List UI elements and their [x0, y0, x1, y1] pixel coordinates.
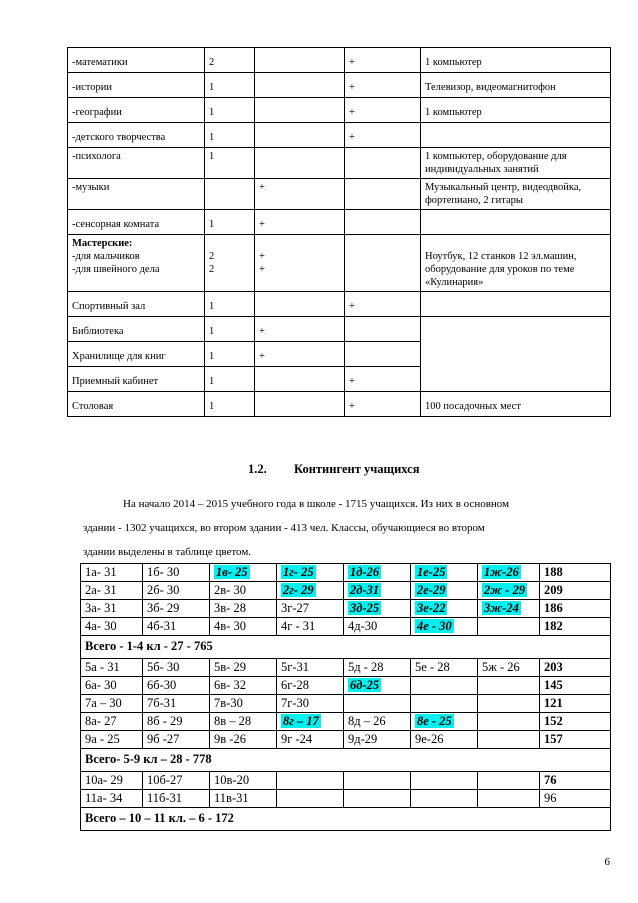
- table-row: [68, 123, 611, 148]
- table-row: [81, 564, 611, 582]
- room-c4: +: [345, 292, 421, 317]
- class-cell: [344, 695, 411, 713]
- highlighted-class: 2е-29: [417, 583, 446, 597]
- workshop-sewing-count: 2: [209, 264, 215, 275]
- highlighted-class: 4е - 30: [417, 619, 452, 633]
- class-cell: [411, 695, 478, 713]
- room-c1: -детского творчества: [68, 123, 205, 148]
- class-cell: [478, 731, 540, 749]
- room-c5: [421, 292, 611, 317]
- room-c1: Хранилище для книг: [68, 342, 205, 367]
- page-number: 6: [604, 856, 610, 868]
- class-cell: [411, 564, 478, 582]
- class-cell: 6б-30: [143, 677, 210, 695]
- table-row: [81, 808, 611, 831]
- summary-row: Всего – 10 – 11 кл. – 6 - 172: [81, 808, 611, 831]
- class-cell: 7г-30: [277, 695, 344, 713]
- table-row: [81, 790, 611, 808]
- class-cell: 6в- 32: [210, 677, 277, 695]
- room-c3: [255, 392, 345, 417]
- room-c4: [345, 148, 421, 179]
- class-cell: [411, 772, 478, 790]
- class-cell: 4г - 31: [277, 618, 344, 636]
- highlighted-class: 1г- 25: [283, 565, 314, 579]
- room-c1: -сенсорная комната: [68, 210, 205, 235]
- class-cell: [478, 772, 540, 790]
- class-total: 186: [540, 600, 611, 618]
- table-row: [81, 772, 611, 790]
- class-cell: 5ж - 26: [478, 659, 540, 677]
- workshop-boys: -для мальчиков: [72, 251, 140, 262]
- summary-row: Всего- 5-9 кл – 28 - 778: [81, 749, 611, 772]
- class-cell: 2в- 30: [210, 582, 277, 600]
- highlighted-class: 3д-25: [350, 601, 380, 615]
- class-cell: 8а- 27: [81, 713, 143, 731]
- class-cell: [210, 564, 277, 582]
- class-cell: 5в- 29: [210, 659, 277, 677]
- class-cell: 9в -26: [210, 731, 277, 749]
- class-cell: 1а- 31: [81, 564, 143, 582]
- table-row: [68, 73, 611, 98]
- class-cell: [478, 618, 540, 636]
- class-cell: [411, 600, 478, 618]
- workshop-marks: [255, 235, 345, 292]
- table-row: [68, 179, 611, 210]
- room-c1: -психолога: [68, 148, 205, 179]
- class-cell: 5а - 31: [81, 659, 143, 677]
- room-c4: +: [345, 73, 421, 98]
- workshop-sewing-mark: +: [259, 264, 265, 275]
- room-c4: +: [345, 48, 421, 73]
- table-row: [81, 659, 611, 677]
- class-cell: [411, 618, 478, 636]
- room-c2: 1: [205, 210, 255, 235]
- class-cell: 1б- 30: [143, 564, 210, 582]
- class-cell: [478, 713, 540, 731]
- class-cell: 8б - 29: [143, 713, 210, 731]
- table-row: [81, 695, 611, 713]
- room-c3: [255, 98, 345, 123]
- class-cell: 7а – 30: [81, 695, 143, 713]
- room-c2: 1: [205, 342, 255, 367]
- class-cell: 3г-27: [277, 600, 344, 618]
- highlighted-class: 8г – 17: [283, 714, 319, 728]
- intro-line: здании - 1302 учащихся, во втором здании - 413 чел. Классы, обучающиеся во втором: [83, 522, 485, 534]
- class-total: 76: [540, 772, 611, 790]
- highlighted-class: 2д-31: [350, 583, 380, 597]
- table-row: [81, 749, 611, 772]
- room-c2: 1: [205, 367, 255, 392]
- table-row: [68, 292, 611, 317]
- table-row: [68, 48, 611, 73]
- room-c2: 1: [205, 317, 255, 342]
- class-cell: 10б-27: [143, 772, 210, 790]
- room-c3: +: [255, 210, 345, 235]
- room-c3: [255, 367, 345, 392]
- room-c4: +: [345, 392, 421, 417]
- table-row: [81, 713, 611, 731]
- class-cell: 3а- 31: [81, 600, 143, 618]
- class-cell: 4б-31: [143, 618, 210, 636]
- highlighted-class: 6д-25: [350, 678, 380, 692]
- room-c1: Спортивный зал: [68, 292, 205, 317]
- table-row: [68, 235, 611, 292]
- summary-row: Всего - 1-4 кл - 27 - 765: [81, 636, 611, 659]
- room-c4: [345, 235, 421, 292]
- workshops-title: Мастерские:: [72, 238, 133, 249]
- room-c5: [421, 210, 611, 235]
- highlighted-class: 1д-26: [350, 565, 380, 579]
- class-cell: [277, 713, 344, 731]
- room-c2: 2: [205, 48, 255, 73]
- class-cell: [478, 695, 540, 713]
- class-cell: 11а- 34: [81, 790, 143, 808]
- class-cell: 7в-30: [210, 695, 277, 713]
- highlighted-class: 1е-25: [417, 565, 446, 579]
- room-c3: [255, 292, 345, 317]
- class-cell: 5е - 28: [411, 659, 478, 677]
- room-c4: +: [345, 123, 421, 148]
- highlighted-class: 8е - 25: [417, 714, 452, 728]
- room-c3: [255, 148, 345, 179]
- highlighted-class: 3ж-24: [484, 601, 519, 615]
- class-total: 209: [540, 582, 611, 600]
- class-cell: 9д-29: [344, 731, 411, 749]
- workshop-counts: [205, 235, 255, 292]
- room-c5: 1 компьютер, оборудование для индивидуальных занятий: [421, 148, 611, 179]
- table-row: [81, 731, 611, 749]
- room-c5: Телевизор, видеомагнитофон: [421, 73, 611, 98]
- class-cell: 4а- 30: [81, 618, 143, 636]
- classes-table: [80, 563, 611, 831]
- table-row: [81, 677, 611, 695]
- class-cell: 3в- 28: [210, 600, 277, 618]
- class-cell: 8в – 28: [210, 713, 277, 731]
- class-cell: 11б-31: [143, 790, 210, 808]
- class-cell: [478, 564, 540, 582]
- room-c2: 1: [205, 148, 255, 179]
- highlighted-class: 2ж - 29: [484, 583, 526, 597]
- highlighted-class: 1ж-26: [484, 565, 519, 579]
- class-cell: 10в-20: [210, 772, 277, 790]
- intro-line: На начало 2014 – 2015 учебного года в школе - 1715 учащихся. Из них в основном: [123, 498, 510, 510]
- room-c4: [345, 342, 421, 367]
- room-c5: [421, 123, 611, 148]
- class-total: 121: [540, 695, 611, 713]
- class-cell: 8д – 26: [344, 713, 411, 731]
- class-cell: [478, 582, 540, 600]
- workshop-sewing: -для швейного дела: [72, 264, 160, 275]
- class-total: 203: [540, 659, 611, 677]
- class-total: 152: [540, 713, 611, 731]
- class-cell: [411, 713, 478, 731]
- class-total: 96: [540, 790, 611, 808]
- room-c2: [205, 179, 255, 210]
- intro-line: здании выделены в таблице цветом.: [83, 546, 252, 558]
- workshop-boys-mark: +: [259, 251, 265, 262]
- class-cell: [277, 564, 344, 582]
- class-total: 145: [540, 677, 611, 695]
- room-c1: Библиотека: [68, 317, 205, 342]
- table-row: [81, 582, 611, 600]
- table-row: [68, 317, 611, 342]
- class-cell: [411, 790, 478, 808]
- class-cell: 6г-28: [277, 677, 344, 695]
- table-row: [68, 392, 611, 417]
- rooms-table: [67, 47, 611, 417]
- class-cell: [344, 600, 411, 618]
- section-heading: [248, 462, 419, 477]
- table-row: [81, 600, 611, 618]
- class-cell: 9г -24: [277, 731, 344, 749]
- class-cell: 9б -27: [143, 731, 210, 749]
- class-cell: [277, 790, 344, 808]
- room-c2: 1: [205, 73, 255, 98]
- class-total: 182: [540, 618, 611, 636]
- class-cell: [478, 790, 540, 808]
- class-cell: [277, 582, 344, 600]
- room-c1: -истории: [68, 73, 205, 98]
- class-cell: 3б- 29: [143, 600, 210, 618]
- class-total: 157: [540, 731, 611, 749]
- class-cell: 4в- 30: [210, 618, 277, 636]
- class-cell: [344, 677, 411, 695]
- class-cell: 6а- 30: [81, 677, 143, 695]
- class-cell: [411, 677, 478, 695]
- class-cell: [344, 790, 411, 808]
- class-cell: 2б- 30: [143, 582, 210, 600]
- room-c2: 1: [205, 98, 255, 123]
- table-row: [81, 636, 611, 659]
- class-cell: 9е-26: [411, 731, 478, 749]
- room-c4: [345, 179, 421, 210]
- room-c1: -музыки: [68, 179, 205, 210]
- class-cell: 5д - 28: [344, 659, 411, 677]
- class-cell: [277, 772, 344, 790]
- class-total: 188: [540, 564, 611, 582]
- room-c1: -географии: [68, 98, 205, 123]
- class-cell: [478, 600, 540, 618]
- section-title: Контингент учащихся: [294, 462, 420, 476]
- room-c5: 1 компьютер: [421, 98, 611, 123]
- class-cell: [344, 582, 411, 600]
- room-c3: [255, 73, 345, 98]
- table-row: [68, 210, 611, 235]
- room-c1: Столовая: [68, 392, 205, 417]
- room-c5-merged: [421, 317, 611, 392]
- class-cell: [411, 582, 478, 600]
- class-cell: 11в-31: [210, 790, 277, 808]
- room-c2: 1: [205, 123, 255, 148]
- highlighted-class: 1в- 25: [216, 565, 248, 579]
- table-row: [68, 98, 611, 123]
- class-cell: [344, 772, 411, 790]
- class-cell: 9а - 25: [81, 731, 143, 749]
- class-cell: 5б- 30: [143, 659, 210, 677]
- room-c1: -математики: [68, 48, 205, 73]
- table-row: [81, 618, 611, 636]
- room-c2: 1: [205, 392, 255, 417]
- highlighted-class: 2г- 29: [283, 583, 314, 597]
- class-cell: 7б-31: [143, 695, 210, 713]
- room-c5: 1 компьютер: [421, 48, 611, 73]
- workshops-cell: [68, 235, 205, 292]
- section-number: 1.2.: [248, 462, 267, 476]
- intro-paragraph: [83, 492, 608, 564]
- table-row: [68, 148, 611, 179]
- room-c3: [255, 48, 345, 73]
- class-cell: 2а- 31: [81, 582, 143, 600]
- class-cell: 4д-30: [344, 618, 411, 636]
- workshop-boys-count: 2: [209, 251, 215, 262]
- class-cell: 10а- 29: [81, 772, 143, 790]
- class-cell: [478, 677, 540, 695]
- room-c5: 100 посадочных мест: [421, 392, 611, 417]
- workshop-equipment: Ноутбук, 12 станков 12 эл.машин, оборудование для уроков по теме «Кулинария»: [421, 235, 611, 292]
- room-c4: +: [345, 98, 421, 123]
- class-cell: [344, 564, 411, 582]
- room-c2: 1: [205, 292, 255, 317]
- room-c3: +: [255, 179, 345, 210]
- highlighted-class: 3е-22: [417, 601, 446, 615]
- room-c3: [255, 123, 345, 148]
- room-c3: +: [255, 342, 345, 367]
- room-c5: Музыкальный центр, видеодвойка, фортепиано, 2 гитары: [421, 179, 611, 210]
- room-c4: +: [345, 367, 421, 392]
- room-c4: [345, 210, 421, 235]
- room-c4: [345, 317, 421, 342]
- class-cell: 5г-31: [277, 659, 344, 677]
- room-c1: Приемный кабинет: [68, 367, 205, 392]
- room-c3: +: [255, 317, 345, 342]
